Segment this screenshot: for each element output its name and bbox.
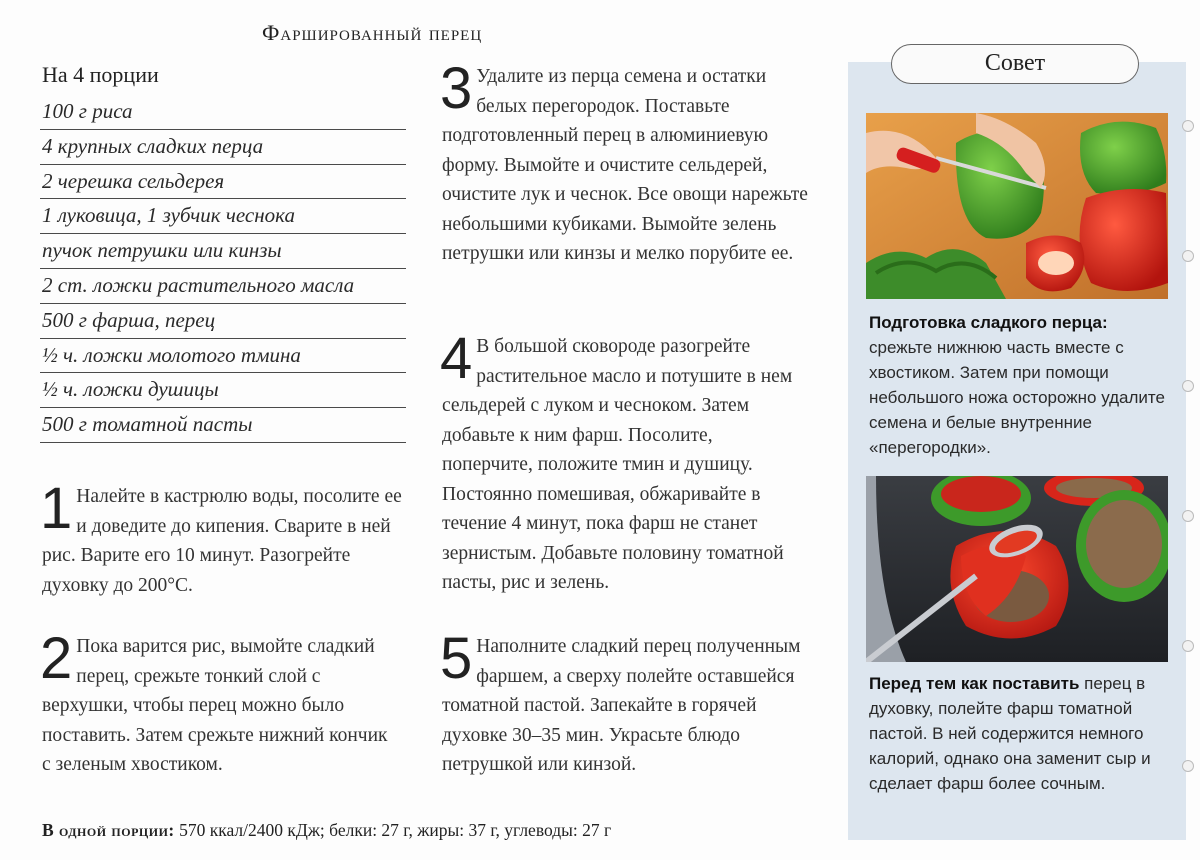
tip-body: перец в духовку, полейте фарш томатной пастой. В ней содержится немного калорий, однако она заменит сыр и сделает фарш более сочным. (869, 674, 1151, 793)
step-number: 3 (440, 56, 473, 121)
step-number: 2 (40, 626, 73, 691)
step-text: Пока варится рис, вымойте сладкий перец, срежьте тонкий слой с верхушки, чтобы перец можно было поставить. Затем срежьте нижний кончик с зеленым хвостиком. (42, 636, 388, 775)
ingredient-item: 2 ст. ложки растительного масла (40, 269, 406, 304)
step-number: 5 (440, 626, 473, 691)
tip-preparing (869, 310, 1169, 460)
step-text: Налейте в кастрюлю воды, посолите ее и доведите до кипения. Сварите в ней рис. Варите его 10 минут. Разогрейте духовку до 200°С. (42, 486, 402, 596)
nutrition-values: 570 ккал/2400 кДж; белки: 27 г, жиры: 37 г, углеводы: 27 г (179, 820, 612, 840)
binder-hole (1182, 250, 1194, 262)
tip-body: срежьте нижнюю часть вместе с хвостиком. Затем при помощи небольшого ножа осторожно удалите семена и белые внутренние «перегородки». (869, 338, 1165, 457)
nutrition-label: В одной порции: (42, 820, 175, 840)
tip-baking (869, 671, 1169, 796)
binder-hole (1182, 640, 1194, 652)
ingredient-item: 2 черешка сельдерея (40, 165, 406, 200)
ingredient-item: 4 крупных сладких перца (40, 130, 406, 165)
tip-heading: Подготовка сладкого перца: (869, 313, 1108, 332)
step-5 (440, 626, 806, 780)
ingredient-item: 500 г фарша, перец (40, 304, 406, 339)
step-1 (40, 476, 402, 600)
nutrition-info (42, 820, 611, 841)
ingredient-item: 1 луковица, 1 зубчик чеснока (40, 199, 406, 234)
step-number: 1 (40, 476, 73, 541)
step-number: 4 (440, 326, 473, 391)
tip-heading: Перед тем как поставить (869, 674, 1080, 693)
ingredient-item: ½ ч. ложки молотого тмина (40, 339, 406, 374)
step-3 (440, 56, 810, 269)
pepper-cutting-photo (866, 113, 1168, 299)
binder-hole (1182, 510, 1194, 522)
ingredient-item: 500 г томатной пасты (40, 408, 406, 443)
portions-label: На 4 порции (42, 62, 159, 87)
step-text: Наполните сладкий перец полученным фаршем, а сверху полейте оставшейся томатной пастой. Запекайте в горячей духовке 30–35 мин. Украсьте блюдо петрушкой или кинзой. (442, 636, 801, 775)
step-2 (40, 626, 388, 780)
ingredient-item: 100 г риса (40, 95, 406, 130)
binder-holes (1180, 0, 1194, 860)
step-4 (440, 326, 808, 598)
stuffed-pepper-photo (866, 476, 1168, 662)
step-text: В большой сковороде разогрейте растительное масло и потушите в нем сельдерей с луком и чесноком. Затем добавьте к ним фарш. Посолите, поперчите, положите тмин и душицу. Постоянно помешивая, обжаривайте в течение 4 минут, пока фарш не станет зернистым. Добавьте половину томатной пасты, рис и зелень. (442, 336, 793, 593)
ingredient-item: ½ ч. ложки душицы (40, 373, 406, 408)
ingredient-item: пучок петрушки или кинзы (40, 234, 406, 269)
recipe-title: Фаршированный перец (262, 20, 483, 45)
binder-hole (1182, 120, 1194, 132)
step-text: Удалите из перца семена и остатки белых перегородок. Поставьте подготовленный перец в алюминиевую форму. Вымойте и очистите сельдерей, очистите лук и чеснок. Все овощи нарежьте небольшими кубиками. Вымойте зелень петрушки или кинзы и мелко порубите ее. (442, 66, 808, 264)
binder-hole (1182, 380, 1194, 392)
ingredients-list (40, 95, 406, 443)
tip-title: Совет (891, 44, 1139, 84)
binder-hole (1182, 760, 1194, 772)
